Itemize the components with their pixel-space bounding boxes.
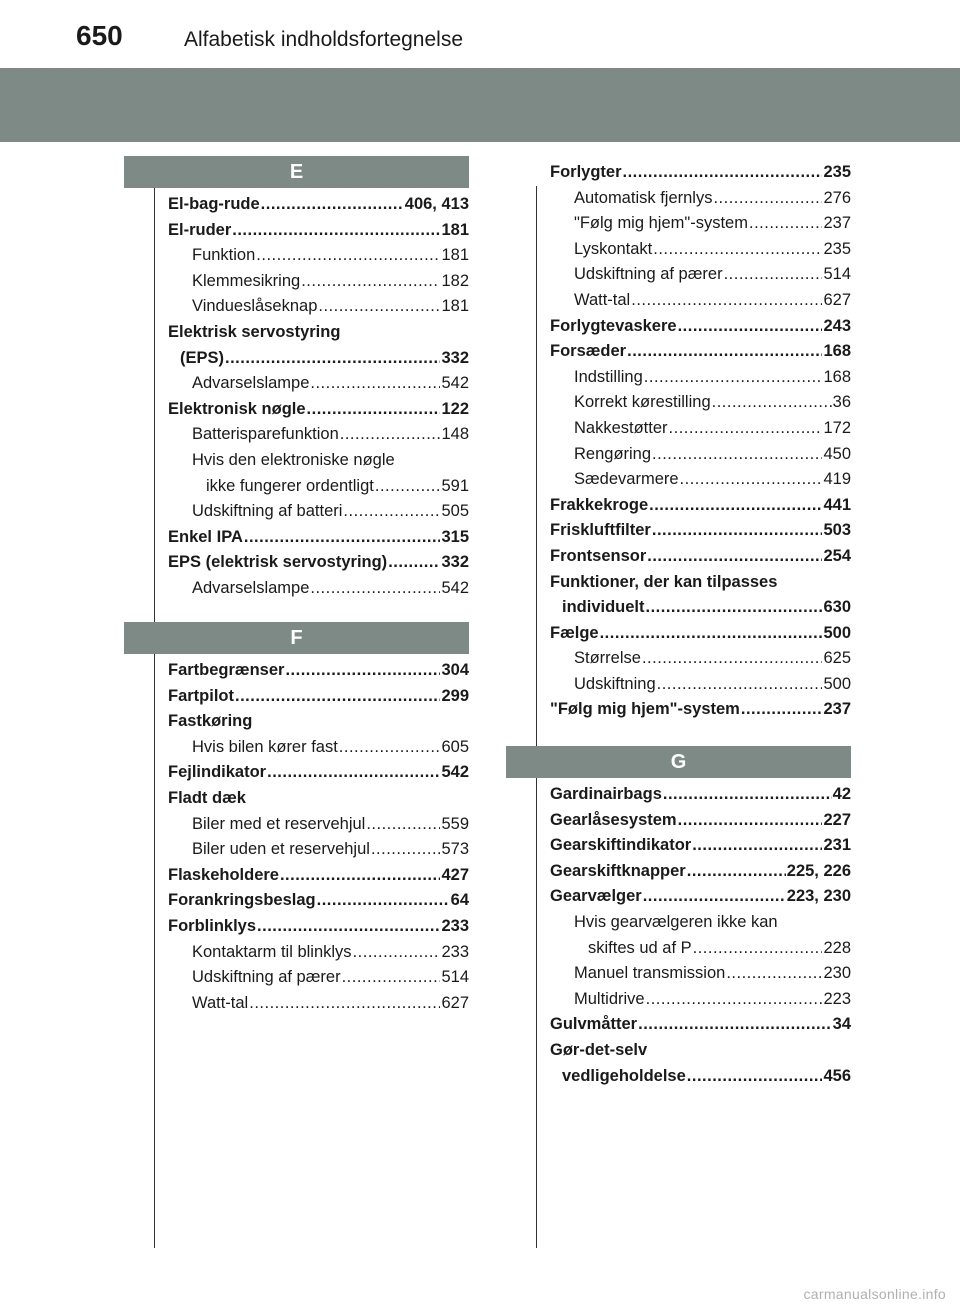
entry-page-number[interactable]: 181 bbox=[441, 246, 469, 265]
entry-term: Manuel transmission bbox=[574, 964, 726, 983]
entry-page-number[interactable]: 630 bbox=[823, 598, 851, 617]
dot-leader bbox=[600, 621, 823, 647]
index-entry bbox=[550, 339, 851, 365]
index-entry bbox=[168, 576, 469, 602]
entry-term: Sædevarmere bbox=[574, 470, 679, 489]
dot-leader bbox=[693, 936, 823, 962]
dot-leader bbox=[657, 672, 823, 698]
entry-page-number[interactable]: 42 bbox=[832, 785, 851, 803]
dot-leader bbox=[244, 525, 441, 551]
entry-page-number[interactable]: 231 bbox=[823, 836, 851, 855]
entry-page-number[interactable]: 573 bbox=[441, 840, 469, 859]
header-band bbox=[0, 68, 960, 142]
dot-leader bbox=[301, 269, 440, 295]
entry-term: "Følg mig hjem"-system bbox=[550, 700, 740, 719]
dot-leader bbox=[678, 314, 823, 340]
entry-page-number[interactable]: 450 bbox=[823, 444, 851, 463]
index-entry bbox=[168, 320, 469, 346]
entry-page-number[interactable]: 332 bbox=[441, 348, 469, 367]
entry-term: Multidrive bbox=[574, 989, 645, 1008]
section-e-entries bbox=[168, 192, 469, 602]
entry-term: Funktion bbox=[192, 246, 256, 265]
dot-leader bbox=[642, 646, 823, 672]
entry-page-number[interactable]: 514 bbox=[441, 968, 469, 987]
dot-leader bbox=[749, 211, 822, 237]
entry-page-number[interactable]: 122 bbox=[441, 399, 469, 418]
index-entry bbox=[168, 218, 469, 244]
entry-term: Udskiftning af pærer bbox=[574, 265, 723, 284]
index-entry bbox=[168, 499, 469, 525]
entry-term: Flaskeholdere bbox=[168, 865, 279, 884]
dot-leader bbox=[256, 243, 440, 269]
entry-term: Gearskiftknapper bbox=[550, 861, 686, 880]
entry-term: Gearlåsesystem bbox=[550, 810, 677, 829]
entry-term: Biler uden et reservehjul bbox=[192, 840, 370, 859]
index-entry bbox=[168, 525, 469, 551]
dot-leader bbox=[652, 442, 822, 468]
entry-term: Funktioner, der kan tilpasses bbox=[550, 572, 778, 591]
dot-leader bbox=[317, 888, 450, 914]
index-entry bbox=[550, 961, 851, 987]
dot-leader bbox=[669, 416, 823, 442]
entry-term: Frontsensor bbox=[550, 546, 647, 565]
entry-term: Elektrisk servostyring bbox=[168, 322, 341, 341]
entry-term: ikke fungerer ordentligt bbox=[206, 476, 374, 495]
dot-leader bbox=[649, 493, 822, 519]
entry-term: Størrelse bbox=[574, 649, 641, 668]
entry-term: El-ruder bbox=[168, 220, 232, 239]
index-entry bbox=[550, 1064, 851, 1090]
entry-term: Rengøring bbox=[574, 444, 652, 463]
entry-page-number[interactable]: 36 bbox=[832, 393, 851, 412]
index-entry bbox=[168, 684, 469, 710]
index-entry bbox=[550, 493, 851, 519]
entry-term: "Følg mig hjem"-system bbox=[574, 214, 748, 233]
dot-leader bbox=[261, 192, 404, 218]
entry-term: Fartbegrænser bbox=[168, 661, 285, 679]
dot-leader bbox=[680, 467, 823, 493]
dot-leader bbox=[307, 397, 441, 423]
entry-term: Batterisparefunktion bbox=[192, 425, 339, 444]
entry-page-number[interactable]: 243 bbox=[823, 316, 851, 335]
dot-leader bbox=[726, 961, 822, 987]
entry-term: Fastkøring bbox=[168, 712, 253, 731]
entry-term: Fælge bbox=[550, 623, 599, 642]
entry-page-number[interactable]: 627 bbox=[441, 993, 469, 1012]
entry-page-number[interactable]: 148 bbox=[441, 425, 469, 444]
index-entry bbox=[168, 269, 469, 295]
section-letter-f: F bbox=[124, 622, 469, 654]
index-entry bbox=[168, 991, 469, 1017]
entry-term: Automatisk fjernlys bbox=[574, 188, 713, 207]
dot-leader bbox=[638, 1012, 832, 1038]
entry-term: Gør-det-selv bbox=[550, 1040, 648, 1059]
entry-term: Nakkestøtter bbox=[574, 418, 668, 437]
entry-page-number[interactable]: 514 bbox=[823, 265, 851, 284]
entry-page-number[interactable]: 304 bbox=[441, 661, 469, 679]
entry-term: Klemmesikring bbox=[192, 271, 301, 290]
section-f-continued bbox=[550, 160, 851, 723]
section-f-entries bbox=[168, 658, 469, 1016]
entry-page-number[interactable]: 237 bbox=[823, 214, 851, 233]
index-entry bbox=[168, 837, 469, 863]
entry-page-number[interactable]: 500 bbox=[823, 674, 851, 693]
dot-leader bbox=[353, 940, 441, 966]
entry-term: Vindueslåseknap bbox=[192, 297, 318, 316]
dot-leader bbox=[741, 697, 823, 723]
entry-term: Elektronisk nøgle bbox=[168, 399, 306, 418]
dot-leader bbox=[343, 499, 440, 525]
entry-page-number[interactable]: 299 bbox=[441, 686, 469, 705]
dot-leader bbox=[249, 991, 440, 1017]
index-entry bbox=[550, 442, 851, 468]
dot-leader bbox=[318, 294, 440, 320]
entry-term: Fladt dæk bbox=[168, 788, 246, 807]
dot-leader bbox=[310, 576, 440, 602]
index-entry bbox=[550, 697, 851, 723]
dot-leader bbox=[653, 237, 822, 263]
index-entry bbox=[168, 294, 469, 320]
index-entry bbox=[168, 914, 469, 940]
entry-page-number[interactable]: 181 bbox=[441, 297, 469, 316]
entry-page-number[interactable]: 233 bbox=[441, 916, 469, 935]
index-entry bbox=[550, 518, 851, 544]
index-entry bbox=[168, 760, 469, 786]
entry-page-number[interactable]: 168 bbox=[823, 367, 851, 386]
entry-page-number[interactable]: 227 bbox=[823, 810, 851, 829]
entry-page-number[interactable]: 34 bbox=[832, 1015, 851, 1034]
entry-term: Watt-tal bbox=[574, 290, 631, 309]
index-entry bbox=[550, 859, 851, 885]
index-entry bbox=[550, 390, 851, 416]
index-entry bbox=[168, 940, 469, 966]
dot-leader bbox=[713, 186, 822, 212]
entry-page-number[interactable]: 168 bbox=[823, 342, 851, 361]
entry-term: Kontaktarm til blinklys bbox=[192, 942, 352, 961]
index-entry bbox=[168, 192, 469, 218]
entry-page-number[interactable]: 181 bbox=[441, 220, 469, 239]
index-entry bbox=[168, 346, 469, 372]
index-entry bbox=[550, 570, 851, 596]
entry-term: El-bag-rude bbox=[168, 195, 260, 213]
entry-page-number[interactable]: 254 bbox=[823, 546, 851, 565]
entry-page-number[interactable]: 235 bbox=[823, 239, 851, 258]
dot-leader bbox=[257, 914, 440, 940]
section-g-entries bbox=[550, 782, 851, 1089]
index-entry bbox=[168, 397, 469, 423]
index-entry bbox=[550, 237, 851, 263]
entry-term: Gulvmåtter bbox=[550, 1015, 638, 1034]
index-entry bbox=[168, 965, 469, 991]
page-header bbox=[0, 0, 960, 66]
entry-term: Udskiftning bbox=[574, 674, 656, 693]
dot-leader bbox=[232, 218, 440, 244]
index-entry bbox=[550, 646, 851, 672]
dot-leader bbox=[724, 262, 823, 288]
entry-page-number[interactable]: 64 bbox=[450, 891, 469, 910]
index-entry bbox=[168, 550, 469, 576]
index-entry bbox=[550, 416, 851, 442]
entry-term: Forlygter bbox=[550, 163, 622, 181]
index-entry bbox=[168, 371, 469, 397]
index-entry bbox=[550, 782, 851, 808]
entry-term: Gearskiftindikator bbox=[550, 836, 692, 855]
entry-term: Frakkekroge bbox=[550, 495, 649, 514]
entry-page-number[interactable]: 276 bbox=[823, 188, 851, 207]
index-entry bbox=[168, 448, 469, 474]
entry-page-number[interactable]: 503 bbox=[823, 521, 851, 540]
index-entry bbox=[550, 910, 851, 936]
entry-term: individuelt bbox=[562, 598, 645, 617]
index-entry bbox=[168, 422, 469, 448]
dot-leader bbox=[285, 658, 440, 684]
entry-page-number[interactable]: 230 bbox=[823, 964, 851, 983]
section-f-continued-entries bbox=[550, 160, 851, 723]
entry-page-number[interactable]: 235 bbox=[823, 163, 851, 181]
entry-page-number[interactable]: 559 bbox=[441, 814, 469, 833]
entry-page-number[interactable]: 182 bbox=[441, 271, 469, 290]
entry-page-number[interactable]: 315 bbox=[441, 527, 469, 546]
entry-term: Udskiftning af pærer bbox=[192, 968, 341, 987]
entry-page-number[interactable]: 627 bbox=[823, 290, 851, 309]
entry-term: Friskluftfilter bbox=[550, 521, 651, 540]
entry-term: Advarselslampe bbox=[192, 578, 310, 597]
index-entry bbox=[550, 987, 851, 1013]
entry-page-number[interactable]: 542 bbox=[441, 578, 469, 597]
dot-leader bbox=[644, 365, 823, 391]
section-e bbox=[124, 156, 469, 602]
index-entry bbox=[550, 544, 851, 570]
dot-leader bbox=[340, 422, 441, 448]
dot-leader bbox=[342, 965, 441, 991]
index-entry bbox=[550, 186, 851, 212]
entry-page-number[interactable]: 419 bbox=[823, 470, 851, 489]
page-number: 650 bbox=[76, 20, 123, 51]
index-entry bbox=[550, 672, 851, 698]
entry-term: Forlygtevaskere bbox=[550, 316, 677, 335]
dot-leader bbox=[646, 987, 823, 1013]
dot-leader bbox=[623, 160, 823, 186]
entry-page-number[interactable]: 625 bbox=[823, 649, 851, 668]
dot-leader bbox=[627, 339, 822, 365]
entry-term: (EPS) bbox=[180, 348, 225, 367]
entry-term: Enkel IPA bbox=[168, 527, 243, 546]
entry-term: Forankringsbeslag bbox=[168, 891, 316, 910]
dot-leader bbox=[652, 518, 823, 544]
entry-term: Fejlindikator bbox=[168, 763, 267, 782]
index-entry bbox=[550, 467, 851, 493]
dot-leader bbox=[388, 550, 440, 576]
dot-leader bbox=[235, 684, 440, 710]
index-entry bbox=[550, 833, 851, 859]
entry-term: Hvis bilen kører fast bbox=[192, 737, 338, 756]
index-entry bbox=[550, 314, 851, 340]
entry-page-number[interactable]: 500 bbox=[823, 623, 851, 642]
entry-term: EPS (elektrisk servostyring) bbox=[168, 553, 388, 572]
index-entry bbox=[550, 1038, 851, 1064]
entry-page-number[interactable]: 605 bbox=[441, 737, 469, 756]
entry-term: vedligeholdelse bbox=[562, 1066, 686, 1085]
dot-leader bbox=[339, 735, 441, 761]
section-g bbox=[506, 746, 851, 1089]
entry-term: Udskiftning af batteri bbox=[192, 502, 343, 521]
entry-page-number[interactable]: 456 bbox=[823, 1066, 851, 1085]
entry-page-number[interactable]: 228 bbox=[823, 938, 851, 957]
entry-page-number[interactable]: 223 bbox=[823, 989, 851, 1008]
entry-page-number[interactable]: 591 bbox=[441, 476, 469, 495]
index-entry bbox=[168, 888, 469, 914]
page-title: Alfabetisk indholdsfortegnelse bbox=[184, 28, 464, 51]
dot-leader bbox=[371, 837, 441, 863]
entry-term: Indstilling bbox=[574, 367, 643, 386]
entry-page-number[interactable]: 441 bbox=[823, 495, 851, 514]
entry-term: Hvis gearvælgeren ikke kan bbox=[574, 912, 778, 931]
index-entry bbox=[550, 365, 851, 391]
entry-term: Biler med et reservehjul bbox=[192, 814, 366, 833]
entry-page-number[interactable]: 332 bbox=[441, 553, 469, 572]
section-f bbox=[124, 622, 469, 1016]
entry-term: Forblinklys bbox=[168, 916, 257, 935]
dot-leader bbox=[225, 346, 440, 372]
dot-leader bbox=[375, 474, 441, 500]
entry-page-number[interactable]: 406, 413 bbox=[404, 195, 469, 213]
index-entry bbox=[168, 658, 469, 684]
dot-leader bbox=[692, 833, 822, 859]
index-entry bbox=[550, 211, 851, 237]
entry-term: Gearvælger bbox=[550, 887, 642, 906]
watermark: carmanualsonline.info bbox=[803, 1286, 946, 1302]
entry-page-number[interactable]: 233 bbox=[441, 942, 469, 961]
entry-term: skiftes ud af P bbox=[588, 938, 692, 957]
dot-leader bbox=[663, 782, 832, 808]
index-entry bbox=[168, 786, 469, 812]
index-entry bbox=[168, 474, 469, 500]
dot-leader bbox=[678, 808, 823, 834]
index-entry bbox=[168, 243, 469, 269]
dot-leader bbox=[647, 544, 822, 570]
section-letter-g: G bbox=[506, 746, 851, 778]
dot-leader bbox=[267, 760, 440, 786]
entry-page-number[interactable]: 172 bbox=[823, 418, 851, 437]
section-letter-e: E bbox=[124, 156, 469, 188]
entry-term: Gardinairbags bbox=[550, 785, 662, 803]
dot-leader bbox=[687, 859, 786, 885]
index-entry bbox=[168, 709, 469, 735]
dot-leader bbox=[712, 390, 832, 416]
entry-term: Watt-tal bbox=[192, 993, 249, 1012]
index-entry bbox=[550, 884, 851, 910]
entry-page-number[interactable]: 225, 226 bbox=[786, 861, 851, 880]
entry-term: Fartpilot bbox=[168, 686, 234, 705]
entry-term: Lyskontakt bbox=[574, 239, 653, 258]
entry-term: Forsæder bbox=[550, 342, 627, 361]
index-entry bbox=[550, 288, 851, 314]
index-entry bbox=[550, 936, 851, 962]
entry-page-number[interactable]: 427 bbox=[441, 865, 469, 884]
entry-page-number[interactable]: 237 bbox=[823, 700, 851, 719]
dot-leader bbox=[366, 812, 440, 838]
dot-leader bbox=[687, 1064, 823, 1090]
entry-page-number[interactable]: 542 bbox=[441, 374, 469, 393]
dot-leader bbox=[643, 884, 786, 910]
index-entry bbox=[550, 808, 851, 834]
index-entry bbox=[550, 1012, 851, 1038]
index-entry bbox=[168, 812, 469, 838]
dot-leader bbox=[646, 595, 823, 621]
index-entry bbox=[550, 160, 851, 186]
index-entry bbox=[550, 621, 851, 647]
index-entry bbox=[168, 863, 469, 889]
index-entry bbox=[550, 595, 851, 621]
entry-term: Korrekt kørestilling bbox=[574, 393, 711, 412]
index-entry bbox=[550, 262, 851, 288]
entry-term: Advarselslampe bbox=[192, 374, 310, 393]
index-entry bbox=[168, 735, 469, 761]
entry-page-number[interactable]: 223, 230 bbox=[786, 887, 851, 906]
entry-page-number[interactable]: 542 bbox=[441, 763, 469, 782]
entry-page-number[interactable]: 505 bbox=[441, 502, 469, 521]
dot-leader bbox=[310, 371, 440, 397]
dot-leader bbox=[280, 863, 441, 889]
entry-term: Hvis den elektroniske nøgle bbox=[192, 450, 395, 469]
dot-leader bbox=[631, 288, 822, 314]
